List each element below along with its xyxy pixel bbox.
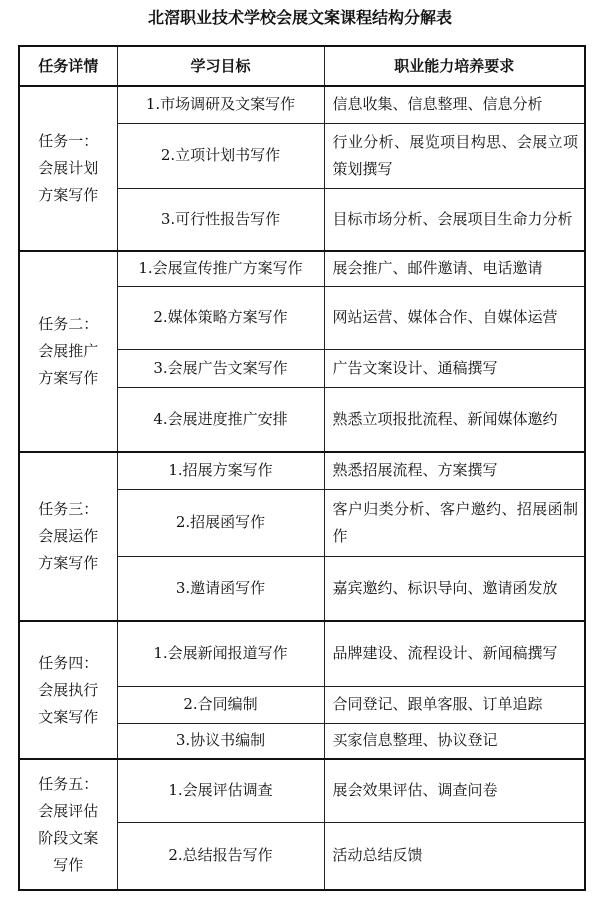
table-row bbox=[19, 452, 585, 489]
table-row bbox=[19, 86, 585, 123]
task-detail-cell bbox=[19, 621, 117, 759]
ability-requirement-cell: 行业分析、展览项目构思、会展立项策划撰写 bbox=[324, 123, 585, 188]
learning-goal-cell: 2.媒体策略方案写作 bbox=[117, 286, 324, 349]
learning-goal-cell: 2.立项计划书写作 bbox=[117, 123, 324, 188]
learning-goal-cell: 3.可行性报告写作 bbox=[117, 188, 324, 251]
task-detail-cell bbox=[19, 452, 117, 621]
ability-requirement-cell: 活动总结反馈 bbox=[324, 822, 585, 890]
table-row bbox=[19, 621, 585, 686]
header-learning-goal: 学习目标 bbox=[117, 46, 324, 86]
ability-requirement-cell: 展会效果评估、调查问卷 bbox=[324, 759, 585, 822]
task-detail-cell bbox=[19, 759, 117, 890]
ability-requirement-cell: 目标市场分析、会展项目生命力分析 bbox=[324, 188, 585, 251]
course-structure-table bbox=[18, 45, 586, 891]
learning-goal-cell: 4.会展进度推广安排 bbox=[117, 387, 324, 452]
learning-goal-cell: 1.招展方案写作 bbox=[117, 452, 324, 489]
ability-requirement-cell: 合同登记、跟单客服、订单追踪 bbox=[324, 686, 585, 723]
learning-goal-cell: 1.会展宣传推广方案写作 bbox=[117, 251, 324, 286]
task-detail-cell bbox=[19, 86, 117, 251]
header-task-detail: 任务详情 bbox=[19, 46, 117, 86]
learning-goal-cell: 2.总结报告写作 bbox=[117, 822, 324, 890]
ability-requirement-cell: 熟悉立项报批流程、新闻媒体邀约 bbox=[324, 387, 585, 452]
learning-goal-cell: 1.会展新闻报道写作 bbox=[117, 621, 324, 686]
task-detail-line: 会展执行 bbox=[38, 680, 99, 699]
task-detail-line: 会展运作 bbox=[38, 527, 99, 545]
task-detail-line: 方案写作 bbox=[38, 186, 99, 204]
ability-requirement-cell: 信息收集、信息整理、信息分析 bbox=[324, 86, 585, 123]
header-ability-requirements: 职业能力培养要求 bbox=[324, 46, 585, 86]
task-detail-line: 方案写作 bbox=[38, 554, 99, 572]
table-header-row bbox=[19, 46, 585, 86]
task-detail-line: 方案写作 bbox=[38, 369, 99, 387]
task-detail-line: 任务三： bbox=[38, 500, 99, 518]
ability-requirement-cell: 展会推广、邮件邀请、电话邀请 bbox=[324, 251, 585, 286]
task-detail-cell bbox=[19, 251, 117, 452]
learning-goal-cell: 3.协议书编制 bbox=[117, 723, 324, 759]
table-row bbox=[19, 251, 585, 286]
ability-requirement-cell: 网站运营、媒体合作、自媒体运营 bbox=[324, 286, 585, 349]
task-detail-line: 写作 bbox=[53, 855, 84, 874]
ability-requirement-cell: 熟悉招展流程、方案撰写 bbox=[324, 452, 585, 489]
task-detail-line: 阶段文案 bbox=[38, 828, 99, 847]
task-detail-line: 文案写作 bbox=[38, 707, 99, 726]
ability-requirement-cell: 广告文案设计、通稿撰写 bbox=[324, 349, 585, 387]
learning-goal-cell: 2.招展函写作 bbox=[117, 489, 324, 556]
learning-goal-cell: 2.合同编制 bbox=[117, 686, 324, 723]
task-detail-line: 任务四： bbox=[38, 653, 99, 672]
ability-requirement-cell: 品牌建设、流程设计、新闻稿撰写 bbox=[324, 621, 585, 686]
learning-goal-cell: 3.邀请函写作 bbox=[117, 556, 324, 621]
ability-requirement-cell: 嘉宾邀约、标识导向、邀请函发放 bbox=[324, 556, 585, 621]
learning-goal-cell: 1.会展评估调查 bbox=[117, 759, 324, 822]
learning-goal-cell: 3.会展广告文案写作 bbox=[117, 349, 324, 387]
task-detail-line: 任务二： bbox=[38, 315, 99, 333]
task-detail-line: 会展推广 bbox=[38, 342, 99, 360]
page-title: 北滘职业技术学校会展文案课程结构分解表 bbox=[147, 8, 452, 27]
table-row bbox=[19, 759, 585, 822]
task-detail-line: 会展评估 bbox=[38, 801, 99, 820]
task-detail-line: 任务五： bbox=[38, 774, 99, 793]
ability-requirement-cell: 客户归类分析、客户邀约、招展函制作 bbox=[324, 489, 585, 556]
ability-requirement-cell: 买家信息整理、协议登记 bbox=[324, 723, 585, 759]
table-body bbox=[19, 86, 585, 890]
learning-goal-cell: 1.市场调研及文案写作 bbox=[117, 86, 324, 123]
task-detail-line: 会展计划 bbox=[38, 159, 99, 177]
task-detail-line: 任务一： bbox=[38, 132, 99, 150]
